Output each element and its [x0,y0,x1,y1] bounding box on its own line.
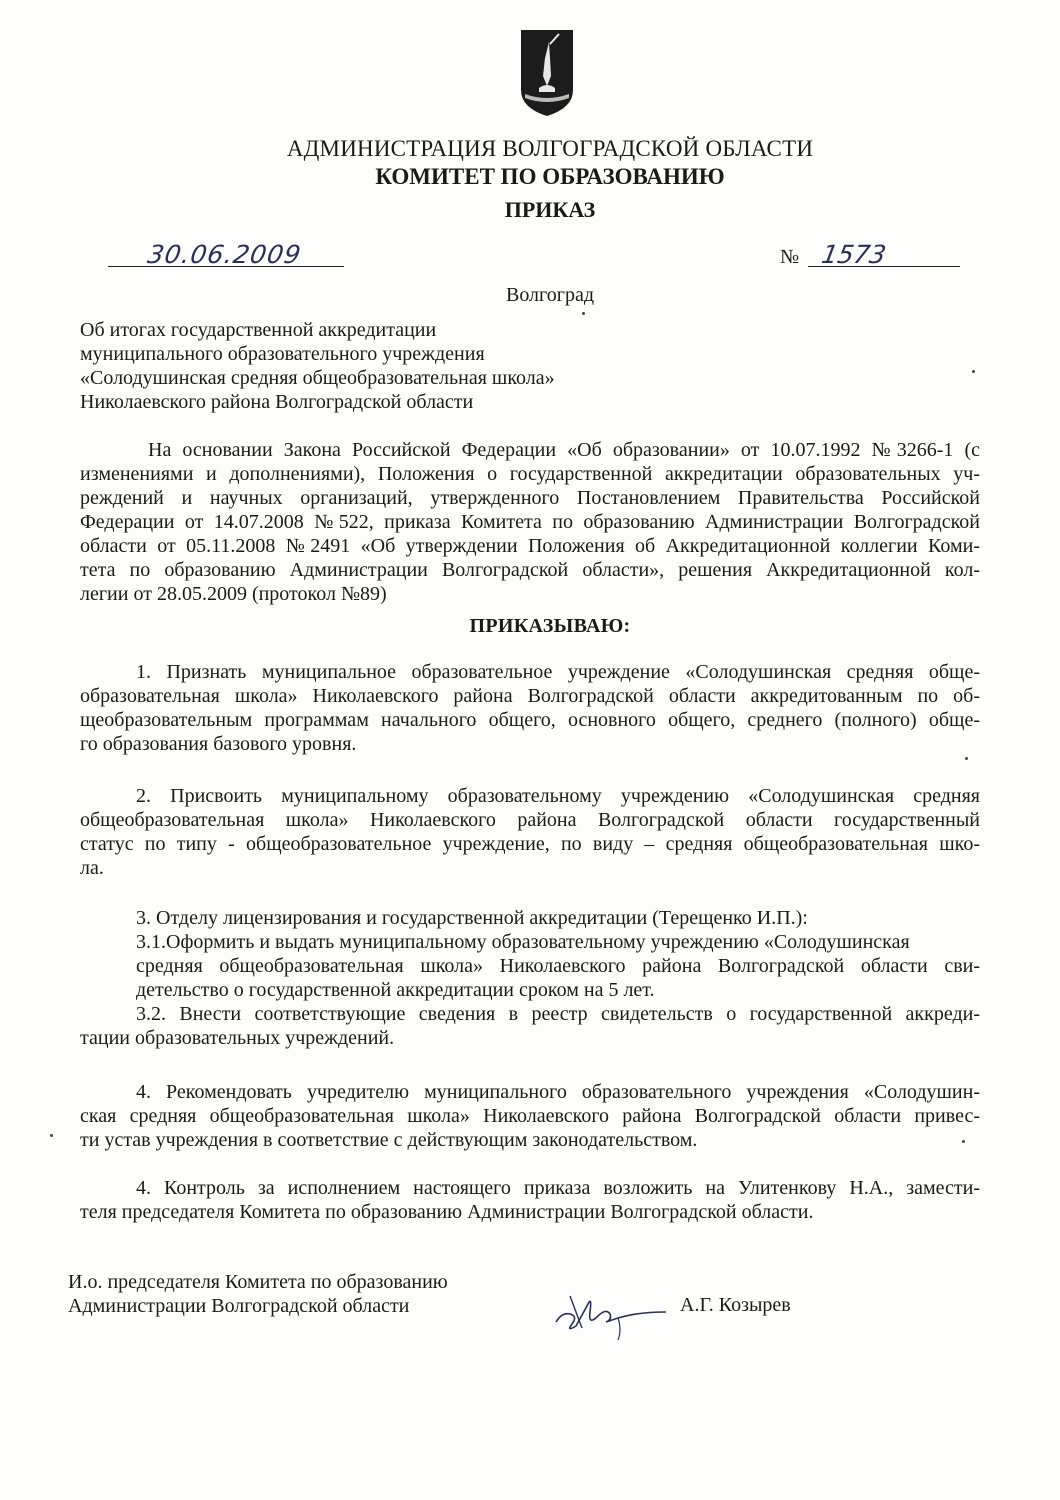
scan-speck [972,370,975,373]
item-2 [80,784,980,880]
item-line: ла. [80,857,104,879]
city: Волгоград [505,284,595,306]
volgograd-emblem-icon [519,28,575,118]
item-line: детельство о государственной аккредитации сроком на 5 лет. [136,979,655,1001]
handwritten-signature-icon [548,1282,668,1342]
scan-speck [965,757,968,760]
basis-line: Федерации от 14.07.2008 №522, приказа Комитета по образованию Администрации Волгоградской [80,511,980,533]
item-line: щеобразовательным программам начального общего, основного общего, среднего (полного) обще- [80,709,980,731]
item-4 [80,1080,980,1152]
order-number: 1573 [819,240,889,269]
scan-speck [50,1134,53,1137]
basis-line: изменениями и дополнениями), Положения о государственной аккредитации образовательных уч- [80,463,980,485]
item-5 [80,1176,980,1224]
item-line: 3.1.Оформить и выдать муниципальному образовательному учреждению «Солодушинская [136,931,910,953]
committee-title: КОМИТЕТ ПО ОБРАЗОВАНИЮ [375,164,725,189]
subject-line: «Солодушинская средняя общеобразовательная школа» [80,367,555,389]
item-line: 3. Отделу лицензирования и государственной аккредитации (Терещенко И.П.): [136,907,808,929]
item-line: 2. Присвоить муниципальному образовательному учреждению «Солодушинская средняя [136,785,980,807]
item-line: теля председателя Комитета по образованию Администрации Волгоградской области. [80,1201,814,1223]
item-line: 4. Рекомендовать учредителю муниципального образовательного учреждения «Солодушин- [136,1081,980,1103]
basis-line: легии от 28.05.2009 (протокол №89) [80,583,387,605]
basis-paragraph [80,438,980,606]
document-type: ПРИКАЗ [504,197,596,222]
date-underline [108,266,344,267]
order-date: 30.06.2009 [145,240,304,269]
basis-line: области от 05.11.2008 №2491 «Об утверждении Положения об Аккредитационной коллегии Коми- [80,535,980,557]
item-line: ская средняя общеобразовательная школа» Николаевского района Волгоградской области привес- [80,1105,980,1127]
signatory-title [68,1270,448,1318]
item-line: тации образовательных учреждений. [80,1027,395,1049]
item-line: 4. Контроль за исполнением настоящего приказа возложить на Улитенкову Н.А., замести- [136,1177,980,1199]
item-line: 1. Признать муниципальное образовательное учреждение «Солодушинская средняя обще- [136,661,980,683]
item-3 [80,906,980,1050]
signatory-title-line: И.о. председателя Комитета по образованию [68,1271,448,1293]
item-line: статус по типу - общеобразовательное учреждение, по виду – средняя общеобразовательная шко- [80,833,980,855]
item-line: 3.2. Внести соответствующие сведения в реестр свидетельств о государственной аккреди- [136,1003,980,1025]
item-line: го образования базового уровня. [80,733,357,755]
item-line: образовательная школа» Николаевского района Волгоградской области аккредитованным по об- [80,685,980,707]
scan-speck [582,312,585,315]
subject-block [80,318,555,414]
basis-line: реждений и научных организаций, утвержденного Постановлением Правительства Российской [80,487,980,509]
subject-line: муниципального образовательного учреждения [80,343,485,365]
scan-speck [962,1140,965,1143]
subject-line: Николаевского района Волгоградской области [80,391,474,413]
item-1 [80,660,980,756]
order-word: ПРИКАЗЫВАЮ: [469,615,631,637]
item-line: средняя общеобразовательная школа» Николаевского района Волгоградской области сви- [136,955,980,977]
basis-line: На основании Закона Российской Федерации «Об образовании» от 10.07.1992 №3266-1 (с [148,439,980,461]
item-line: ти устав учреждения в соответствие с действующим законодательством. [80,1129,698,1151]
number-underline [808,266,960,267]
item-line: общеобразовательная школа» Николаевского района Волгоградской области государственный [80,809,980,831]
basis-line: тета по образованию Администрации Волгоградской области», решения Аккредитационной кол- [80,559,980,581]
signatory-title-line: Администрации Волгоградской области [68,1295,410,1317]
subject-line: Об итогах государственной аккредитации [80,319,437,341]
administration-title: АДМИНИСТРАЦИЯ ВОЛГОГРАДСКОЙ ОБЛАСТИ [286,136,814,161]
number-label: № [780,246,800,268]
signatory-name: А.Г. Козырев [680,1294,791,1316]
